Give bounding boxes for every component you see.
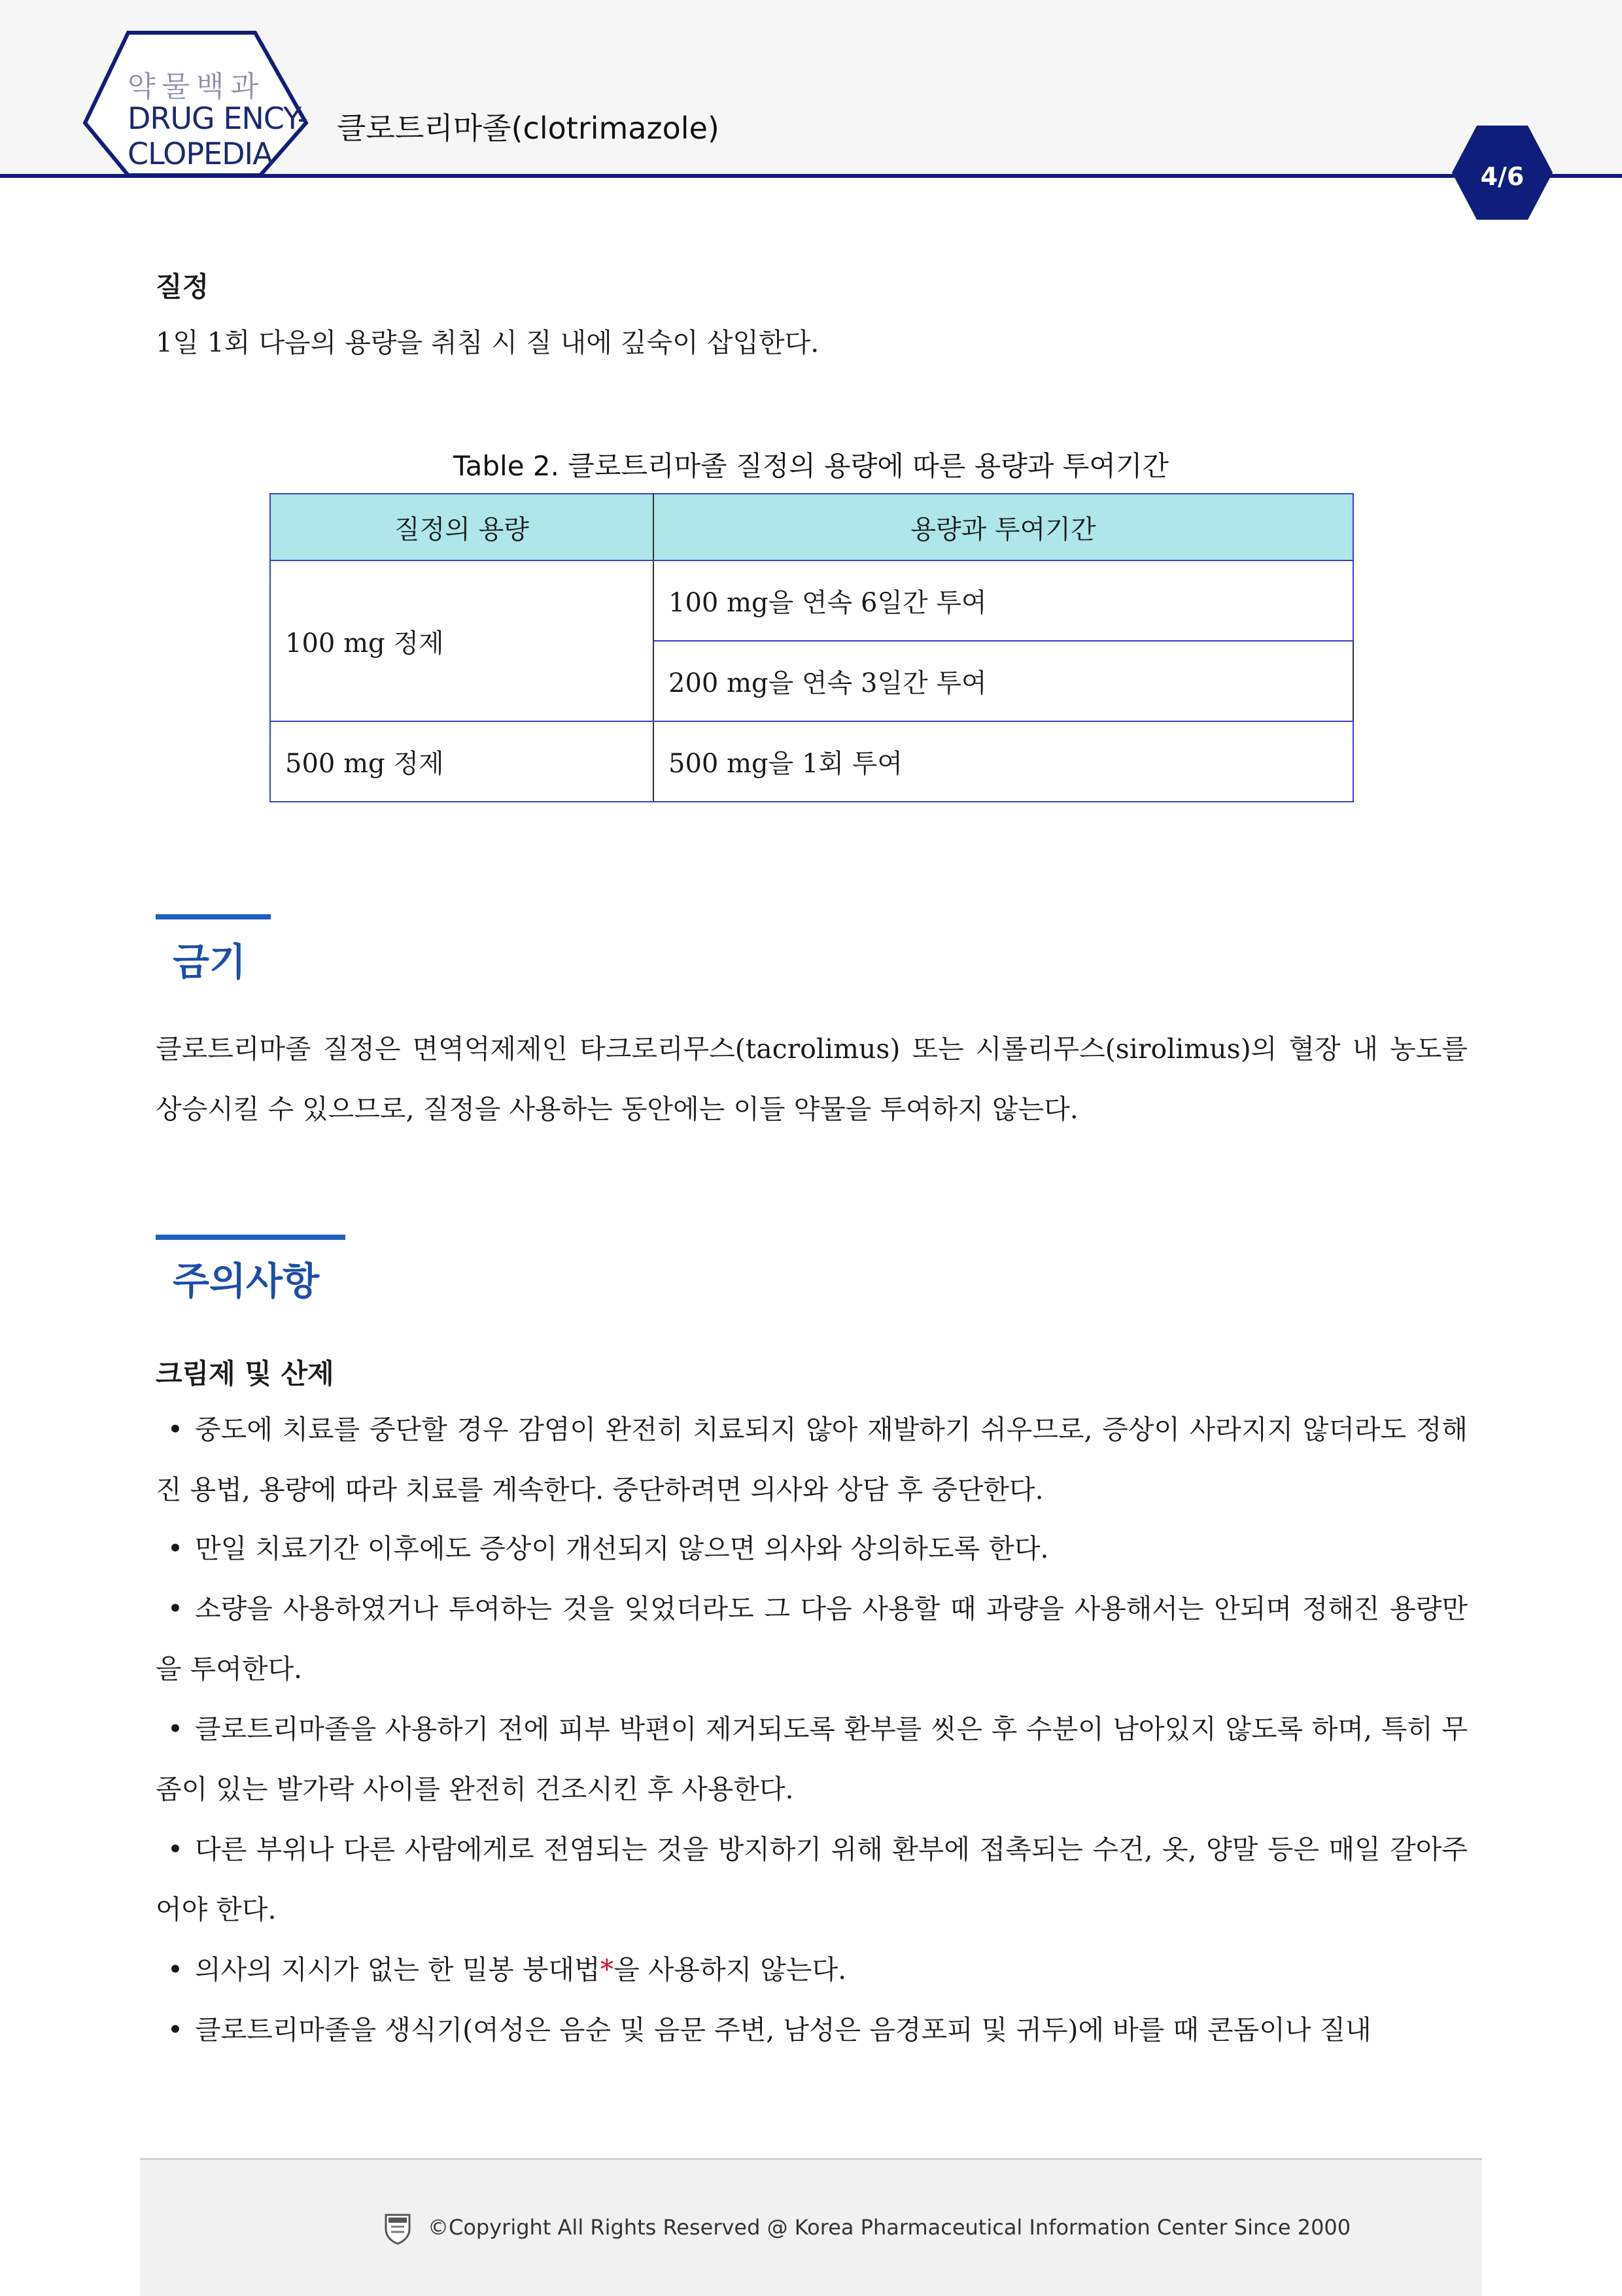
page-footer [140,2158,1482,2296]
contraindications-title: 금기 [173,940,247,984]
precaution-item: • 다른 부위나 다른 사람에게로 전염되는 것을 방지하기 위해 환부에 접촉되는 수건, 옷, 양말 등은 매일 갈아주어야 한다. [156,1819,1468,1940]
table-row [270,721,1353,802]
precaution-item: • 의사의 지시가 없는 한 밀봉 붕대법*을 사용하지 않는다. [156,1940,1468,2000]
vaginal-tablet-heading: 질정 [156,271,209,303]
table-cell-regimen: 500 mg을 1회 투여 [653,721,1353,802]
precaution-item: • 클로트리마졸을 생식기(여성은 음순 및 음문 주변, 남성은 음경포피 및 귀두)에 바를 때 콘돔이나 질내 [156,2000,1468,2060]
precautions-rule [156,1235,345,1240]
document-title: 클로트리마졸(clotrimazole) [337,111,719,146]
precaution-item: • 만일 치료기간 이후에도 증상이 개선되지 않으면 의사와 상의하도록 한다. [156,1518,1468,1579]
vaginal-tablet-instruction: 1일 1회 다음의 용량을 취침 시 질 내에 깊숙이 삽입한다. [156,327,820,358]
table-row [270,560,1353,641]
table-cell-dose: 500 mg 정제 [270,721,653,802]
contraindications-text: 클로트리마졸 질정은 면역억제제인 타크로리무스(tacrolimus) 또는 시롤리무스(sirolimus)의 혈장 내 농도를 상승시킬 수 있으므로, 질정을 사용하는 동안에는 이들 약물을 투여하지 않는다. [156,1033,1468,1125]
precaution-item: • 클로트리마졸을 사용하기 전에 피부 박편이 제거되도록 환부를 씻은 후 수분이 남아있지 않도록 하며, 특히 무좀이 있는 발가락 사이를 완전히 건조시킨 후 사용한다. [156,1699,1468,1819]
dosage-table [269,493,1354,802]
table-header-dose: 질정의 용량 [270,494,653,560]
bullet-icon: • [167,1713,184,1745]
bullet-icon: • [167,1593,184,1624]
logo-english-line1: DRUG ENCY- [128,101,308,136]
precaution-item: • 소량을 사용하였거나 투여하는 것을 잊었더라도 그 다음 사용할 때 과량을 사용해서는 안되며 정해진 용량만을 투여한다. [156,1579,1468,1699]
page-indicator: 4/6 [1480,162,1525,191]
bullet-icon: • [167,1533,184,1564]
table-header-regimen: 용량과 투여기간 [653,494,1353,560]
table-header-row [270,494,1353,560]
bullet-icon: • [167,1954,184,1985]
table-cell-regimen: 100 mg을 연속 6일간 투여 [653,560,1353,641]
bullet-icon: • [167,1834,184,1865]
page-header [0,0,1622,222]
logo-korean: 약물백과 [128,70,266,103]
precautions-title: 주의사항 [173,1259,320,1303]
logo-english-line2: CLOPEDIA [128,136,273,171]
table-cell-regimen: 200 mg을 연속 3일간 투여 [653,641,1353,721]
precautions-subheading: 크림제 및 산제 [156,1358,334,1390]
bullet-icon: • [167,2014,184,2046]
contraindications-rule [156,914,271,919]
table-cell-dose: 100 mg 정제 [270,560,653,721]
precaution-item: • 중도에 치료를 중단할 경우 감염이 완전히 치료되지 않아 재발하기 쉬우므로, 증상이 사라지지 않더라도 정해진 용법, 용량에 따라 치료를 계속한다. 중단하려면 의사와 상담 후 중단한다. [156,1399,1468,1520]
shield-icon [383,2212,412,2245]
table-caption: Table 2. 클로트리마졸 질정의 용량에 따른 용량과 투여기간 [453,450,1169,482]
bullet-icon: • [167,1414,184,1445]
footnote-asterisk: * [600,1954,614,1985]
footer-copyright: ©Copyright All Rights Reserved @ Korea Pharmaceutical Information Center Since 2000 [428,2215,1351,2240]
